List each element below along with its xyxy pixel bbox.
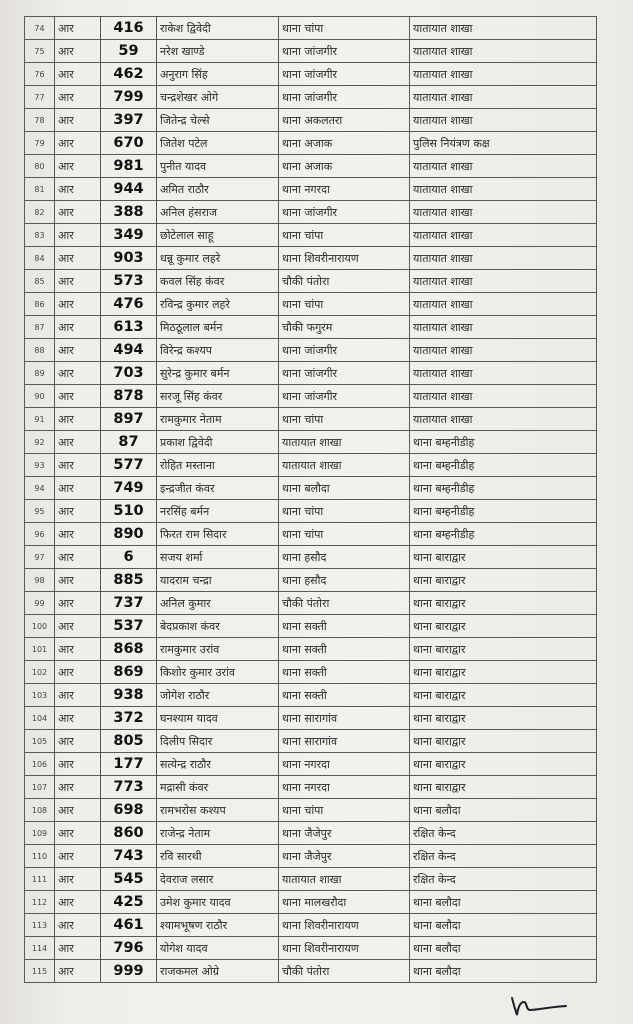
rank-cell: आर [55,40,101,63]
current-posting-cell: थाना चांपा [279,293,410,316]
table-row [25,132,597,155]
rank-cell: आर [55,293,101,316]
table-row [25,293,597,316]
badge-number-cell: 397 [101,109,157,132]
serial-number-cell: 103 [25,684,55,707]
current-posting-cell: थाना चांपा [279,224,410,247]
table-row [25,684,597,707]
serial-number-cell: 89 [25,362,55,385]
serial-number-cell: 110 [25,845,55,868]
new-posting-cell: थाना बाराद्वार [410,615,597,638]
serial-number-cell: 91 [25,408,55,431]
new-posting-cell: थाना बाराद्वार [410,707,597,730]
badge-number-cell: 462 [101,63,157,86]
serial-number-cell: 86 [25,293,55,316]
badge-number-cell: 885 [101,569,157,592]
employee-name-cell: मिठठूलाल बर्मन [157,316,279,339]
current-posting-cell: थाना अकलतरा [279,109,410,132]
table-row [25,224,597,247]
badge-number-cell: 890 [101,523,157,546]
rank-cell: आर [55,661,101,684]
employee-name-cell: इन्द्रजीत कंवर [157,477,279,500]
current-posting-cell: थाना सारागांव [279,730,410,753]
badge-number-cell: 177 [101,753,157,776]
transfer-table-body [25,17,597,983]
rank-cell: आर [55,178,101,201]
current-posting-cell: थाना जांजगीर [279,63,410,86]
badge-number-cell: 703 [101,362,157,385]
table-row [25,500,597,523]
new-posting-cell: थाना बाराद्वार [410,569,597,592]
badge-number-cell: 59 [101,40,157,63]
transfer-table [24,16,597,983]
new-posting-cell: यातायात शाखा [410,316,597,339]
badge-number-cell: 868 [101,638,157,661]
serial-number-cell: 85 [25,270,55,293]
serial-number-cell: 111 [25,868,55,891]
new-posting-cell: थाना बलौदा [410,799,597,822]
badge-number-cell: 510 [101,500,157,523]
new-posting-cell: पुलिस नियंत्रण कक्ष [410,132,597,155]
badge-number-cell: 425 [101,891,157,914]
table-row [25,247,597,270]
serial-number-cell: 102 [25,661,55,684]
new-posting-cell: यातायात शाखा [410,109,597,132]
employee-name-cell: पुनीत यादव [157,155,279,178]
employee-name-cell: अनुराग सिंह [157,63,279,86]
serial-number-cell: 75 [25,40,55,63]
serial-number-cell: 105 [25,730,55,753]
current-posting-cell: थाना हसौद [279,546,410,569]
badge-number-cell: 938 [101,684,157,707]
table-row [25,63,597,86]
current-posting-cell: थाना नगरदा [279,776,410,799]
rank-cell: आर [55,776,101,799]
serial-number-cell: 81 [25,178,55,201]
current-posting-cell: थाना जांजगीर [279,362,410,385]
table-row [25,431,597,454]
serial-number-cell: 88 [25,339,55,362]
new-posting-cell: थाना बम्हनीडीह [410,477,597,500]
serial-number-cell: 79 [25,132,55,155]
serial-number-cell: 113 [25,914,55,937]
current-posting-cell: थाना जांजगीर [279,339,410,362]
serial-number-cell: 78 [25,109,55,132]
new-posting-cell: थाना बाराद्वार [410,684,597,707]
rank-cell: आर [55,109,101,132]
new-posting-cell: थाना बम्हनीडीह [410,500,597,523]
rank-cell: आर [55,615,101,638]
rank-cell: आर [55,132,101,155]
employee-name-cell: यादराम चन्द्रा [157,569,279,592]
table-row [25,40,597,63]
employee-name-cell: धन्नू कुमार लहरे [157,247,279,270]
badge-number-cell: 349 [101,224,157,247]
table-row [25,339,597,362]
serial-number-cell: 93 [25,454,55,477]
current-posting-cell: थाना सक्ती [279,615,410,638]
serial-number-cell: 80 [25,155,55,178]
new-posting-cell: यातायात शाखा [410,293,597,316]
rank-cell: आर [55,592,101,615]
serial-number-cell: 82 [25,201,55,224]
employee-name-cell: मद्रासी कंवर [157,776,279,799]
rank-cell: आर [55,960,101,983]
table-row [25,891,597,914]
new-posting-cell: रक्षित केन्द [410,845,597,868]
rank-cell: आर [55,730,101,753]
rank-cell: आर [55,155,101,178]
employee-name-cell: जितेन्द्र चेल्से [157,109,279,132]
employee-name-cell: रामकुमार उरांव [157,638,279,661]
new-posting-cell: थाना बलौदा [410,891,597,914]
serial-number-cell: 112 [25,891,55,914]
rank-cell: आर [55,753,101,776]
table-row [25,201,597,224]
rank-cell: आर [55,477,101,500]
table-row [25,799,597,822]
employee-name-cell: अमित राठौर [157,178,279,201]
new-posting-cell: यातायात शाखा [410,247,597,270]
badge-number-cell: 416 [101,17,157,40]
badge-number-cell: 537 [101,615,157,638]
current-posting-cell: थाना जांजगीर [279,385,410,408]
new-posting-cell: यातायात शाखा [410,17,597,40]
serial-number-cell: 108 [25,799,55,822]
employee-name-cell: सजय शर्मा [157,546,279,569]
rank-cell: आर [55,454,101,477]
table-row [25,385,597,408]
badge-number-cell: 698 [101,799,157,822]
new-posting-cell: थाना बाराद्वार [410,753,597,776]
new-posting-cell: रक्षित केन्द [410,868,597,891]
new-posting-cell: यातायात शाखा [410,178,597,201]
employee-name-cell: रवि सारथी [157,845,279,868]
employee-name-cell: श्यामभूषण राठौर [157,914,279,937]
new-posting-cell: थाना बाराद्वार [410,776,597,799]
serial-number-cell: 77 [25,86,55,109]
serial-number-cell: 115 [25,960,55,983]
rank-cell: आर [55,408,101,431]
table-row [25,155,597,178]
new-posting-cell: थाना बम्हनीडीह [410,454,597,477]
serial-number-cell: 84 [25,247,55,270]
new-posting-cell: रक्षित केन्द [410,822,597,845]
table-row [25,753,597,776]
table-row [25,914,597,937]
rank-cell: आर [55,684,101,707]
employee-name-cell: दिलीप सिदार [157,730,279,753]
badge-number-cell: 87 [101,431,157,454]
current-posting-cell: थाना सक्ती [279,684,410,707]
table-row [25,845,597,868]
current-posting-cell: थाना सारागांव [279,707,410,730]
serial-number-cell: 87 [25,316,55,339]
new-posting-cell: यातायात शाखा [410,270,597,293]
table-row [25,408,597,431]
employee-name-cell: अनिल हंसराज [157,201,279,224]
new-posting-cell: थाना बलौदा [410,960,597,983]
current-posting-cell: थाना अजाक [279,132,410,155]
serial-number-cell: 83 [25,224,55,247]
badge-number-cell: 573 [101,270,157,293]
rank-cell: आर [55,63,101,86]
current-posting-cell: थाना जांजगीर [279,40,410,63]
table-row [25,546,597,569]
rank-cell: आर [55,500,101,523]
current-posting-cell: चौकी पंतोरा [279,960,410,983]
rank-cell: आर [55,224,101,247]
rank-cell: आर [55,937,101,960]
employee-name-cell: नरसिंह बर्मन [157,500,279,523]
new-posting-cell: यातायात शाखा [410,86,597,109]
table-row [25,822,597,845]
badge-number-cell: 613 [101,316,157,339]
badge-number-cell: 796 [101,937,157,960]
current-posting-cell: थाना चांपा [279,17,410,40]
employee-name-cell: उमेश कुमार यादव [157,891,279,914]
table-row [25,270,597,293]
table-row [25,178,597,201]
rank-cell: आर [55,316,101,339]
rank-cell: आर [55,868,101,891]
serial-number-cell: 90 [25,385,55,408]
current-posting-cell: यातायात शाखा [279,868,410,891]
new-posting-cell: यातायात शाखा [410,40,597,63]
new-posting-cell: यातायात शाखा [410,362,597,385]
employee-name-cell: विरेन्द्र कश्यप [157,339,279,362]
employee-name-cell: जोगेश राठौर [157,684,279,707]
employee-name-cell: सुरेन्द्र कुमार बर्मन [157,362,279,385]
badge-number-cell: 743 [101,845,157,868]
table-row [25,454,597,477]
rank-cell: आर [55,707,101,730]
serial-number-cell: 95 [25,500,55,523]
rank-cell: आर [55,339,101,362]
table-row [25,615,597,638]
badge-number-cell: 878 [101,385,157,408]
table-row [25,109,597,132]
employee-name-cell: बेदप्रकाश कंवर [157,615,279,638]
serial-number-cell: 96 [25,523,55,546]
employee-name-cell: प्रकाश द्विवेदी [157,431,279,454]
badge-number-cell: 897 [101,408,157,431]
employee-name-cell: रविन्द्र कुमार लहरे [157,293,279,316]
signature-mark [506,990,570,1020]
badge-number-cell: 545 [101,868,157,891]
badge-number-cell: 494 [101,339,157,362]
serial-number-cell: 104 [25,707,55,730]
table-row [25,477,597,500]
table-row [25,707,597,730]
new-posting-cell: यातायात शाखा [410,408,597,431]
current-posting-cell: थाना नगरदा [279,753,410,776]
badge-number-cell: 476 [101,293,157,316]
table-row [25,523,597,546]
badge-number-cell: 388 [101,201,157,224]
new-posting-cell: थाना बलौदा [410,914,597,937]
employee-name-cell: सरजू सिंह कंवर [157,385,279,408]
rank-cell: आर [55,270,101,293]
current-posting-cell: थाना जांजगीर [279,86,410,109]
current-posting-cell: थाना चांपा [279,799,410,822]
employee-name-cell: कवल सिंह कंवर [157,270,279,293]
current-posting-cell: थाना चांपा [279,523,410,546]
new-posting-cell: थाना बम्हनीडीह [410,431,597,454]
table-row [25,661,597,684]
current-posting-cell: थाना अजाक [279,155,410,178]
rank-cell: आर [55,431,101,454]
serial-number-cell: 98 [25,569,55,592]
badge-number-cell: 670 [101,132,157,155]
serial-number-cell: 109 [25,822,55,845]
current-posting-cell: चौकी पंतोरा [279,270,410,293]
current-posting-cell: थाना जैजेपुर [279,845,410,868]
new-posting-cell: यातायात शाखा [410,63,597,86]
serial-number-cell: 114 [25,937,55,960]
employee-name-cell: छोटेलाल साहू [157,224,279,247]
serial-number-cell: 76 [25,63,55,86]
employee-name-cell: राजकमल ओग्रे [157,960,279,983]
current-posting-cell: थाना सक्ती [279,638,410,661]
employee-name-cell: फिरत राम सिदार [157,523,279,546]
badge-number-cell: 805 [101,730,157,753]
serial-number-cell: 92 [25,431,55,454]
current-posting-cell: थाना हसौद [279,569,410,592]
table-row [25,868,597,891]
serial-number-cell: 100 [25,615,55,638]
new-posting-cell: थाना बाराद्वार [410,546,597,569]
employee-name-cell: चन्द्रशेखर ओगे [157,86,279,109]
rank-cell: आर [55,638,101,661]
current-posting-cell: यातायात शाखा [279,431,410,454]
rank-cell: आर [55,385,101,408]
table-row [25,937,597,960]
rank-cell: आर [55,799,101,822]
new-posting-cell: यातायात शाखा [410,201,597,224]
new-posting-cell: थाना बाराद्वार [410,730,597,753]
rank-cell: आर [55,845,101,868]
employee-name-cell: रामकुमार नेताम [157,408,279,431]
table-row [25,17,597,40]
badge-number-cell: 944 [101,178,157,201]
badge-number-cell: 981 [101,155,157,178]
table-row [25,316,597,339]
rank-cell: आर [55,914,101,937]
badge-number-cell: 903 [101,247,157,270]
employee-name-cell: रोहित मस्ताना [157,454,279,477]
table-row [25,638,597,661]
employee-name-cell: सत्येन्द्र राठौर [157,753,279,776]
badge-number-cell: 860 [101,822,157,845]
current-posting-cell: थाना जांजगीर [279,201,410,224]
table-row [25,362,597,385]
rank-cell: आर [55,201,101,224]
employee-name-cell: नरेश खाण्डे [157,40,279,63]
serial-number-cell: 99 [25,592,55,615]
table-row [25,86,597,109]
badge-number-cell: 869 [101,661,157,684]
rank-cell: आर [55,523,101,546]
new-posting-cell: यातायात शाखा [410,155,597,178]
employee-name-cell: योगेश यादव [157,937,279,960]
current-posting-cell: थाना शिवरीनारायण [279,247,410,270]
table-row [25,776,597,799]
rank-cell: आर [55,86,101,109]
serial-number-cell: 97 [25,546,55,569]
rank-cell: आर [55,822,101,845]
badge-number-cell: 773 [101,776,157,799]
serial-number-cell: 106 [25,753,55,776]
serial-number-cell: 101 [25,638,55,661]
new-posting-cell: यातायात शाखा [410,339,597,362]
current-posting-cell: चौकी पंतोरा [279,592,410,615]
new-posting-cell: थाना बम्हनीडीह [410,523,597,546]
current-posting-cell: थाना नगरदा [279,178,410,201]
table-row [25,730,597,753]
new-posting-cell: थाना बाराद्वार [410,638,597,661]
serial-number-cell: 74 [25,17,55,40]
current-posting-cell: थाना चांपा [279,500,410,523]
rank-cell: आर [55,569,101,592]
employee-name-cell: किशोर कुमार उरांव [157,661,279,684]
employee-name-cell: अनिल कुमार [157,592,279,615]
employee-name-cell: राजेन्द्र नेताम [157,822,279,845]
employee-name-cell: जितेश पटेल [157,132,279,155]
serial-number-cell: 107 [25,776,55,799]
new-posting-cell: थाना बाराद्वार [410,661,597,684]
serial-number-cell: 94 [25,477,55,500]
rank-cell: आर [55,362,101,385]
current-posting-cell: थाना चांपा [279,408,410,431]
badge-number-cell: 799 [101,86,157,109]
employee-name-cell: रामभरोस कश्यप [157,799,279,822]
table-row [25,592,597,615]
current-posting-cell: थाना जैजेपुर [279,822,410,845]
badge-number-cell: 372 [101,707,157,730]
new-posting-cell: यातायात शाखा [410,385,597,408]
rank-cell: आर [55,17,101,40]
badge-number-cell: 461 [101,914,157,937]
rank-cell: आर [55,247,101,270]
current-posting-cell: थाना बलौदा [279,477,410,500]
badge-number-cell: 6 [101,546,157,569]
rank-cell: आर [55,891,101,914]
badge-number-cell: 749 [101,477,157,500]
table-row [25,569,597,592]
employee-name-cell: राकेश द्विवेदी [157,17,279,40]
badge-number-cell: 577 [101,454,157,477]
table-row [25,960,597,983]
new-posting-cell: यातायात शाखा [410,224,597,247]
current-posting-cell: थाना मालखरौदा [279,891,410,914]
employee-name-cell: देवराज लसार [157,868,279,891]
new-posting-cell: थाना बाराद्वार [410,592,597,615]
current-posting-cell: थाना शिवरीनारायण [279,937,410,960]
employee-name-cell: घनश्याम यादव [157,707,279,730]
current-posting-cell: थाना शिवरीनारायण [279,914,410,937]
current-posting-cell: थाना सक्ती [279,661,410,684]
current-posting-cell: यातायात शाखा [279,454,410,477]
new-posting-cell: थाना बलौदा [410,937,597,960]
current-posting-cell: चौकी फगुरम [279,316,410,339]
badge-number-cell: 737 [101,592,157,615]
badge-number-cell: 999 [101,960,157,983]
rank-cell: आर [55,546,101,569]
